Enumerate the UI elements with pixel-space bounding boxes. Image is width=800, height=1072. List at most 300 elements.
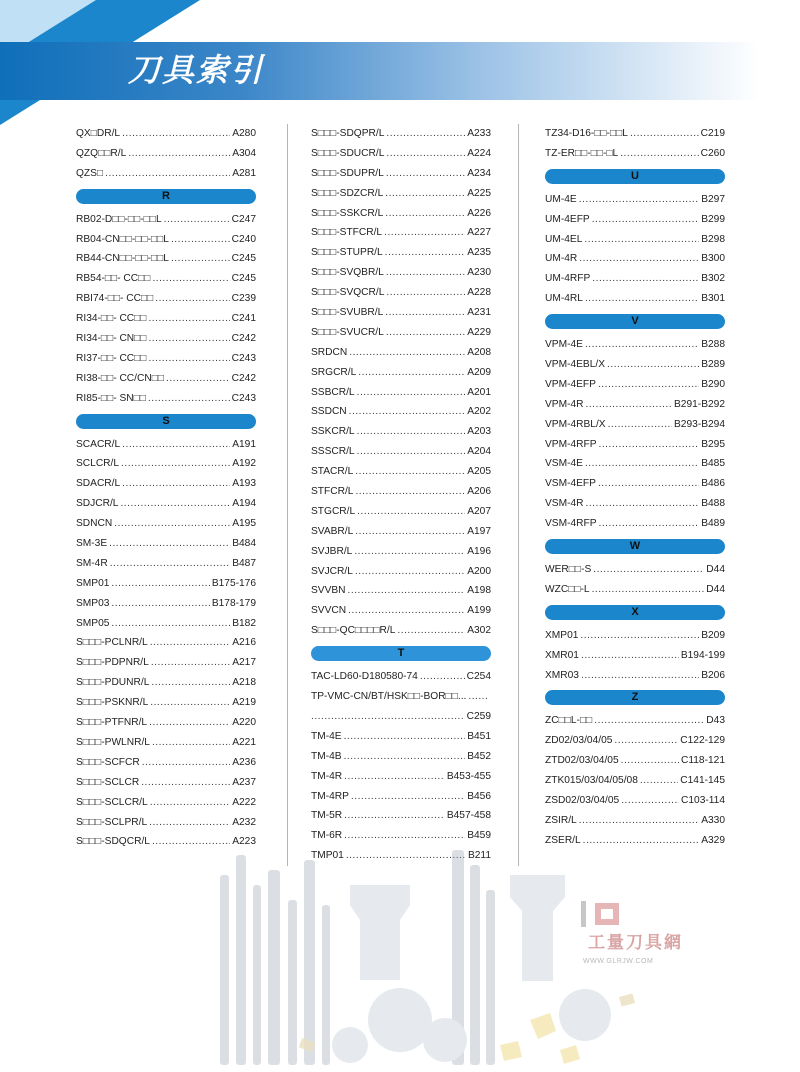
dot-leader xyxy=(121,454,230,474)
entry-page: A237 xyxy=(232,776,256,788)
section-header-u: U xyxy=(545,169,725,184)
entry-code: S□□□-SDQCR/L xyxy=(76,836,150,848)
index-entry xyxy=(311,767,491,787)
entry-code: SRDCN xyxy=(311,346,348,358)
index-entry xyxy=(311,402,491,422)
entry-page: A220 xyxy=(232,717,256,729)
dot-leader xyxy=(385,243,466,263)
entry-page: B451 xyxy=(467,730,491,742)
index-entry xyxy=(545,811,725,831)
index-entry xyxy=(545,210,725,230)
dot-leader xyxy=(344,767,445,787)
entry-page: C245 xyxy=(231,253,256,265)
entry-code: TP-VMC-CN/BT/HSK□□-BOR□□... xyxy=(311,691,467,703)
entry-code: UM-4EFP xyxy=(545,213,590,225)
entry-code: TZ-ER□□-□□-□L xyxy=(545,147,619,159)
entry-page: B302 xyxy=(701,273,725,285)
entry-page: A230 xyxy=(467,267,491,279)
dot-leader xyxy=(120,494,230,514)
entry-code: S□□□-SSKCR/L xyxy=(311,207,384,219)
entry-code: TM-4E xyxy=(311,730,342,742)
dot-leader xyxy=(122,124,230,144)
dot-leader xyxy=(150,693,230,713)
entry-code: SVJBR/L xyxy=(311,545,353,557)
dot-leader xyxy=(585,289,699,309)
entry-code: S□□□-SCLCR xyxy=(76,776,140,788)
entry-page: B291-B292 xyxy=(674,398,725,410)
dot-leader xyxy=(149,813,230,833)
dot-leader xyxy=(581,646,679,666)
index-entry xyxy=(76,813,256,833)
index-entry xyxy=(76,534,256,554)
index-entry xyxy=(311,707,491,727)
entry-code: VSM-4RFP xyxy=(545,518,597,530)
index-entry xyxy=(76,494,256,514)
dot-leader xyxy=(151,653,230,673)
index-entry xyxy=(76,673,256,693)
index-entry xyxy=(76,124,256,144)
entry-code: SSDCN xyxy=(311,406,347,418)
entry-code: XMP01 xyxy=(545,629,579,641)
dot-leader xyxy=(111,574,209,594)
entry-code: S□□□-SDQPR/L xyxy=(311,128,385,139)
dot-leader xyxy=(141,773,230,793)
entry-page: B456 xyxy=(467,790,491,802)
dot-leader xyxy=(111,614,230,634)
entry-code: SMP01 xyxy=(76,577,110,589)
entry-page: B175-176 xyxy=(211,577,256,589)
entry-page: A281 xyxy=(232,167,256,179)
index-entry xyxy=(76,594,256,614)
index-entry xyxy=(545,375,725,395)
entry-code: RB54-□□- CC□□ xyxy=(76,273,151,285)
entry-page: B206 xyxy=(701,669,725,681)
index-entry xyxy=(545,454,725,474)
dot-leader xyxy=(593,560,704,580)
entry-page: B457-458 xyxy=(446,810,491,822)
dot-leader xyxy=(348,601,465,621)
dot-leader xyxy=(348,581,466,601)
entry-code: STFCR/L xyxy=(311,486,354,498)
entry-code: S□□□-SVQBR/L xyxy=(311,267,384,279)
entry-page: B211 xyxy=(467,850,491,862)
entry-code: S□□□-SVUCR/L xyxy=(311,326,384,338)
entry-page: C259 xyxy=(466,710,491,722)
dot-leader xyxy=(351,787,465,807)
entry-page: A219 xyxy=(232,697,256,709)
entry-page: A221 xyxy=(232,736,256,748)
index-entry xyxy=(311,747,491,767)
watermark-site-url: WWW.GLRJW.COM xyxy=(583,958,654,965)
dot-leader xyxy=(592,580,705,600)
entry-code: UM-4RFP xyxy=(545,273,591,285)
index-entry xyxy=(545,190,725,210)
entry-page: C245 xyxy=(231,273,256,285)
entry-page: A201 xyxy=(467,386,491,398)
entry-code: SCLCR/L xyxy=(76,458,120,470)
dot-leader xyxy=(386,283,465,303)
dot-leader xyxy=(384,223,465,243)
entry-code: SRGCR/L xyxy=(311,366,357,378)
dot-leader xyxy=(592,269,699,289)
entry-code: S□□□-SVUBR/L xyxy=(311,307,384,319)
index-entry xyxy=(311,243,491,263)
dot-leader xyxy=(166,369,230,389)
entry-code: XMR01 xyxy=(545,649,579,661)
entry-code: ZC□□L-□□ xyxy=(545,715,593,727)
dot-leader xyxy=(151,673,230,693)
dot-leader xyxy=(148,349,229,369)
column-divider xyxy=(287,124,288,866)
entry-page: C239 xyxy=(231,293,256,305)
section-header-t: T xyxy=(311,646,491,661)
entry-code: S□□□-SDUCR/L xyxy=(311,147,385,159)
dot-leader xyxy=(142,753,230,773)
entry-page: B297 xyxy=(701,193,725,205)
index-entry xyxy=(311,164,491,184)
index-entry xyxy=(311,363,491,383)
index-entry xyxy=(76,210,256,230)
index-entry xyxy=(311,826,491,846)
dot-leader xyxy=(598,375,699,395)
entry-code: SMP03 xyxy=(76,597,110,609)
entry-code: VPM-4EBL/X xyxy=(545,359,606,371)
index-entry xyxy=(545,289,725,309)
index-entry xyxy=(545,580,725,600)
dot-leader xyxy=(349,402,466,422)
dot-leader xyxy=(420,667,465,687)
dot-leader xyxy=(164,210,230,230)
entry-page: C240 xyxy=(231,233,256,245)
entry-page: A192 xyxy=(232,458,256,470)
entry-code: SVJCR/L xyxy=(311,565,353,577)
entry-code: VPM-4RBL/X xyxy=(545,418,606,430)
dot-leader xyxy=(357,422,466,442)
index-entry xyxy=(545,474,725,494)
entry-page: C242 xyxy=(231,372,256,384)
dot-leader xyxy=(621,791,679,811)
entry-page: A229 xyxy=(467,326,491,338)
entry-page: D43 xyxy=(706,715,725,727)
entry-page: B178-179 xyxy=(211,597,256,609)
entry-code: ZSER/L xyxy=(545,834,581,846)
entry-page: A228 xyxy=(467,287,491,299)
entry-page: B301 xyxy=(701,293,725,305)
entry-code: TMP01 xyxy=(311,850,344,862)
entry-page: C247 xyxy=(231,213,256,225)
index-entry xyxy=(545,626,725,646)
entry-page: B182 xyxy=(232,617,256,629)
index-entry xyxy=(76,753,256,773)
dot-leader xyxy=(150,633,231,653)
header-banner xyxy=(0,42,800,100)
dot-leader xyxy=(152,733,230,753)
dot-leader xyxy=(357,442,466,462)
dot-leader xyxy=(630,124,699,144)
index-entry xyxy=(545,230,725,250)
index-entry xyxy=(311,283,491,303)
index-entry xyxy=(545,335,725,355)
entry-code: S□□□-PSKNR/L xyxy=(76,697,149,709)
entry-code: ZSD02/03/04/05 xyxy=(545,795,620,807)
dot-leader xyxy=(614,731,678,751)
entry-code: VSM-4R xyxy=(545,498,584,510)
entry-page: A191 xyxy=(232,438,256,450)
entry-page: A195 xyxy=(232,518,256,530)
entry-page: A235 xyxy=(467,247,491,259)
index-entry xyxy=(311,787,491,807)
entry-code: XMR03 xyxy=(545,669,579,681)
entry-code: ZTK015/03/04/05/08 xyxy=(545,775,638,787)
section-header-v: V xyxy=(545,314,725,329)
entry-page: A208 xyxy=(467,346,491,358)
index-entry xyxy=(311,667,491,687)
dot-leader xyxy=(357,383,466,403)
entry-code: S□□□-PWLNR/L xyxy=(76,736,150,748)
entry-page: A196 xyxy=(467,545,491,557)
watermark-site-name: 工量刀具網 xyxy=(588,933,683,952)
index-entry xyxy=(76,144,256,164)
index-entry xyxy=(545,124,725,144)
index-entry xyxy=(311,144,491,164)
index-entry xyxy=(76,289,256,309)
entry-code: UM-4E xyxy=(545,193,577,205)
entry-page: A197 xyxy=(467,525,491,537)
entry-code: SVABR/L xyxy=(311,525,354,537)
dot-leader xyxy=(586,494,700,514)
entry-page: C243 xyxy=(231,392,256,404)
entry-code: SM-3E xyxy=(76,538,108,550)
entry-code: S□□□-QC□□□□R/L xyxy=(311,625,396,637)
dot-leader xyxy=(599,435,700,455)
dot-leader xyxy=(150,793,231,813)
entry-code: STACR/L xyxy=(311,466,354,478)
entry-page: A233 xyxy=(467,128,491,139)
index-entry xyxy=(76,633,256,653)
entry-code: SSBCR/L xyxy=(311,386,355,398)
index-entry xyxy=(311,124,491,144)
entry-page: C242 xyxy=(231,333,256,345)
entry-page: A205 xyxy=(467,466,491,478)
index-entry xyxy=(76,773,256,793)
entry-code: S□□□-PTFNR/L xyxy=(76,717,148,729)
dot-leader xyxy=(122,435,230,455)
dot-leader xyxy=(111,594,209,614)
dot-leader xyxy=(110,554,231,574)
dot-leader xyxy=(354,542,465,562)
dot-leader xyxy=(586,395,673,415)
index-entry xyxy=(311,502,491,522)
dot-leader xyxy=(385,204,465,224)
entry-code: UM-4RL xyxy=(545,293,583,305)
section-header-x: X xyxy=(545,605,725,620)
index-entry xyxy=(545,494,725,514)
entry-page: C243 xyxy=(231,352,256,364)
entry-code: S□□□-PCLNR/L xyxy=(76,637,148,649)
index-entry xyxy=(311,223,491,243)
index-entry xyxy=(76,574,256,594)
dot-leader xyxy=(581,666,699,686)
entry-page: C219 xyxy=(700,128,725,139)
dot-leader xyxy=(355,482,465,502)
entry-page: B486 xyxy=(701,478,725,490)
dot-leader xyxy=(171,230,230,250)
entry-code: SM-4R xyxy=(76,557,108,569)
entry-code: SDNCN xyxy=(76,518,113,530)
dot-leader xyxy=(171,249,230,269)
index-entry xyxy=(311,562,491,582)
entry-code: RB44-CN□□-□□-□□L xyxy=(76,253,169,265)
entry-code: S□□□-PDPNR/L xyxy=(76,657,149,669)
index-entry xyxy=(545,355,725,375)
index-entry xyxy=(545,395,725,415)
entry-page: A302 xyxy=(467,625,491,637)
dot-leader xyxy=(355,462,465,482)
index-entry xyxy=(76,389,256,409)
entry-code: TZ34-D16-□□-□□L xyxy=(545,128,628,139)
entry-code: QZQ□□R/L xyxy=(76,147,127,159)
entry-code: S□□□-SCLCR/L xyxy=(76,796,148,808)
entry-page: B487 xyxy=(232,557,256,569)
index-entry xyxy=(76,369,256,389)
index-entry xyxy=(545,435,725,455)
entry-page: B295 xyxy=(701,438,725,450)
entry-code: SVVBN xyxy=(311,585,346,597)
index-entry xyxy=(545,560,725,580)
entry-page: B289 xyxy=(701,359,725,371)
index-entry xyxy=(545,514,725,534)
dot-leader xyxy=(155,289,229,309)
entry-page: A236 xyxy=(232,756,256,768)
entry-page: B488 xyxy=(701,498,725,510)
entry-page: B209 xyxy=(701,629,725,641)
index-entry xyxy=(311,687,491,707)
entry-page: B459 xyxy=(467,830,491,842)
entry-code: SSSCR/L xyxy=(311,446,355,458)
entry-page: A231 xyxy=(467,307,491,319)
entry-code: S□□□-SVQCR/L xyxy=(311,287,385,299)
entry-page: B298 xyxy=(701,233,725,245)
index-entry xyxy=(311,601,491,621)
index-entry xyxy=(76,230,256,250)
entry-page: A216 xyxy=(232,637,256,649)
index-column-2 xyxy=(311,124,491,866)
dot-leader xyxy=(385,303,465,323)
entry-page: A193 xyxy=(232,478,256,490)
entry-page: B299 xyxy=(701,213,725,225)
index-entry xyxy=(311,184,491,204)
entry-code: S□□□-SCLPR/L xyxy=(76,816,148,828)
entry-code: SMP05 xyxy=(76,617,110,629)
index-entry xyxy=(76,474,256,494)
entry-code: TM-5R xyxy=(311,810,343,822)
entry-code: VPM-4EFP xyxy=(545,378,596,390)
dot-leader xyxy=(585,454,699,474)
dot-leader xyxy=(579,190,700,210)
dot-leader xyxy=(468,687,489,707)
dot-leader xyxy=(105,164,230,184)
entry-page: C260 xyxy=(700,147,725,159)
index-entry xyxy=(545,791,725,811)
index-entry xyxy=(311,383,491,403)
index-entry xyxy=(76,554,256,574)
dot-leader xyxy=(122,474,230,494)
index-entry xyxy=(76,349,256,369)
index-entry xyxy=(545,771,725,791)
index-entry xyxy=(311,621,491,641)
index-entry xyxy=(545,646,725,666)
entry-code: VSM-4EFP xyxy=(545,478,596,490)
entry-code: S□□□-SDUPR/L xyxy=(311,167,384,179)
dot-leader xyxy=(114,514,230,534)
dot-leader xyxy=(386,323,465,343)
index-entry xyxy=(76,454,256,474)
entry-page: A209 xyxy=(467,366,491,378)
index-entry xyxy=(76,733,256,753)
dot-leader xyxy=(594,711,704,731)
dot-leader xyxy=(344,826,465,846)
entry-page: C141-145 xyxy=(680,775,725,787)
index-entry xyxy=(76,614,256,634)
index-entry xyxy=(545,269,725,289)
entry-page: A222 xyxy=(232,796,256,808)
dot-leader xyxy=(386,263,465,283)
dot-leader xyxy=(640,771,678,791)
index-entry xyxy=(311,343,491,363)
entry-page: A223 xyxy=(232,836,256,848)
entry-code: SVVCN xyxy=(311,605,347,617)
index-entry xyxy=(311,482,491,502)
entry-code: RBI74-□□- CC□□ xyxy=(76,293,154,305)
dot-leader xyxy=(109,534,230,554)
entry-page: A218 xyxy=(232,677,256,689)
entry-code: S□□□-SDZCR/L xyxy=(311,187,384,199)
dot-leader xyxy=(355,522,465,542)
entry-code: S□□□-PDUNR/L xyxy=(76,677,150,689)
section-header-r: R xyxy=(76,189,256,204)
entry-page: A232 xyxy=(232,816,256,828)
entry-code: SSKCR/L xyxy=(311,426,355,438)
entry-page: B489 xyxy=(701,518,725,530)
dot-leader xyxy=(311,707,465,727)
dot-leader xyxy=(344,806,445,826)
index-entry xyxy=(545,731,725,751)
index-entry xyxy=(545,415,725,435)
entry-code: S□□□-SCFCR xyxy=(76,756,140,768)
entry-code: RB02-D□□-□□-□□L xyxy=(76,213,162,225)
index-column-1 xyxy=(76,124,256,852)
index-entry xyxy=(545,144,725,164)
index-entry xyxy=(76,329,256,349)
index-entry xyxy=(545,249,725,269)
entry-code: RI34-□□- CN□□ xyxy=(76,333,147,345)
index-entry xyxy=(311,303,491,323)
index-entry xyxy=(311,522,491,542)
dot-leader xyxy=(152,269,229,289)
entry-code: WER□□-S xyxy=(545,564,592,576)
entry-code: VPM-4E xyxy=(545,339,583,351)
index-entry xyxy=(311,422,491,442)
entry-page: A234 xyxy=(467,167,491,179)
dot-leader xyxy=(357,502,465,522)
entry-page: B288 xyxy=(701,339,725,351)
index-entry xyxy=(311,263,491,283)
dot-leader xyxy=(397,621,465,641)
entry-page: C254 xyxy=(466,671,491,683)
index-entry xyxy=(311,442,491,462)
dot-leader xyxy=(580,626,699,646)
index-entry xyxy=(76,514,256,534)
